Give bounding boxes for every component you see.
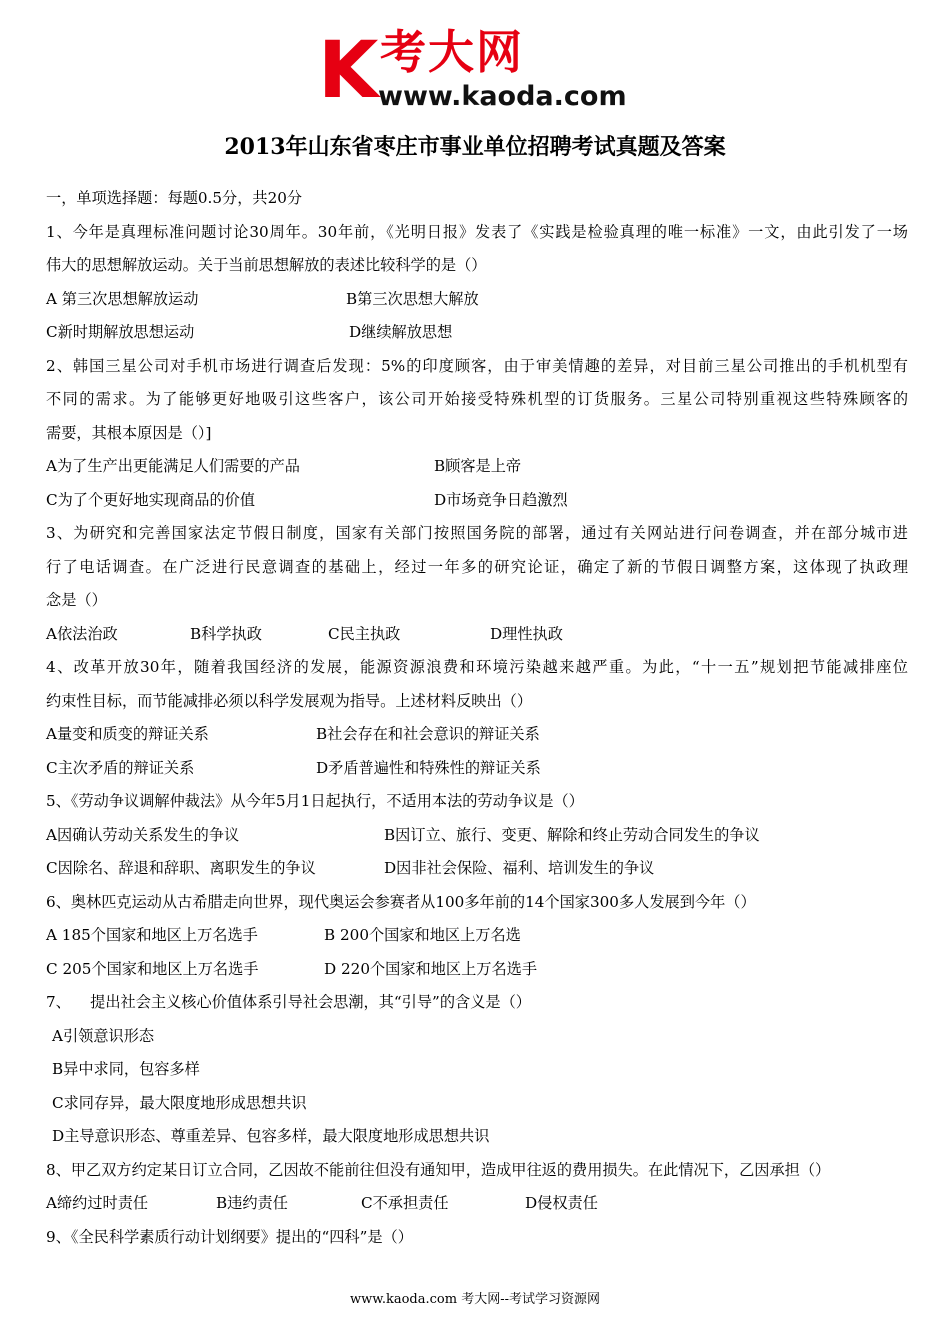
q7-option-a: A引领意识形态 <box>52 1026 155 1045</box>
q2-line-3: 需要，其根本原因是（）] <box>46 423 212 442</box>
q8-option-c: C不承担责任 <box>361 1194 449 1212</box>
q5-options-row-1 <box>46 819 908 853</box>
q6-option-c: C 205个国家和地区上万名选手 <box>46 959 259 978</box>
q6-line-1: 6、奥林匹克运动从古希腊走向世界，现代奥运会参赛者从100多年前的14个国家300多人发展到今年（） <box>46 892 756 911</box>
q2-option-a: A为了生产出更能满足人们需要的产品 <box>46 457 300 475</box>
q5-option-a: A因确认劳动关系发生的争议 <box>46 825 240 844</box>
logo-k-mark: K <box>318 26 375 116</box>
q2-option-d: D市场竞争日趋激烈 <box>434 490 568 509</box>
q3-line-3: 念是（） <box>46 591 107 609</box>
q2-option-b: B顾客是上帝 <box>434 457 522 475</box>
q5-option-c: C因除名、辞退和辞职、离职发生的争议 <box>46 859 316 877</box>
q5-line-1: 5、《劳动争议调解仲裁法》从今年5月1日起执行，不适用本法的劳动争议是（） <box>46 792 584 810</box>
q1-option-a: A 第三次思想解放运动 <box>46 289 199 308</box>
q4-option-b: B社会存在和社会意识的辩证关系 <box>316 725 540 743</box>
q4-options-row-1 <box>46 718 908 752</box>
q6-option-b: B 200个国家和地区上万名选 <box>324 926 521 944</box>
q7-option-d: D主导意识形态、尊重差异、包容多样，最大限度地形成思想共识 <box>52 1127 490 1145</box>
q8-line-1: 8、甲乙双方约定某日订立合同，乙因故不能前往但没有通知甲，造成甲往返的费用损失。在此情况下，乙因承担（） <box>46 1160 831 1179</box>
q4-line-2: 约束性目标，而节能减排必须以科学发展观为指导。上述材料反映出（） <box>46 691 532 710</box>
document-body <box>46 182 908 1254</box>
q5-option-b: B因订立、旅行、变更、解除和终止劳动合同发生的争议 <box>384 825 760 844</box>
q7-option-c: C求同存异，最大限度地形成思想共识 <box>52 1093 307 1112</box>
q3-line-2: 行了电话调查。在广泛进行民意调查的基础上，经过一年多的研究论证，确定了新的节假日调整方案，这体现了执政理 <box>46 557 908 576</box>
q6-options-row-1 <box>46 919 908 953</box>
q2-option-c: C为了个更好地实现商品的价值 <box>46 490 256 509</box>
q1-line-2: 伟大的思想解放运动。关于当前思想解放的表述比较科学的是（） <box>46 256 487 274</box>
q3-option-b: B科学执政 <box>190 624 262 643</box>
q6-options-row-2 <box>46 953 908 987</box>
q7-line-1: 7、 提出社会主义核心价值体系引导社会思潮，其“引导”的含义是（） <box>46 993 531 1011</box>
q3-option-a: A依法治政 <box>46 624 118 643</box>
page-title: 2013年山东省枣庄市事业单位招聘考试真题及答案 <box>224 134 726 160</box>
q3-options-row <box>46 618 908 652</box>
q4-option-c: C主次矛盾的辩证关系 <box>46 758 195 777</box>
q1-option-b: B第三次思想大解放 <box>346 289 479 308</box>
q1-option-c: C新时期解放思想运动 <box>46 323 195 341</box>
q4-options-row-2 <box>46 752 908 786</box>
q6-option-a: A 185个国家和地区上万名选手 <box>46 926 258 944</box>
q4-line-1: 4、改革开放30年，随着我国经济的发展，能源资源浪费和环境污染越来越严重。为此，“十一五”规划把节能减排座位 <box>46 658 908 676</box>
page-footer: www.kaoda.com 考大网--考试学习资源网 <box>350 1292 600 1307</box>
q2-options-row-1 <box>46 450 908 484</box>
logo-url: www.kaoda.com <box>378 81 627 112</box>
q7-option-b: B异中求同，包容多样 <box>52 1060 200 1078</box>
q8-option-b: B违约责任 <box>216 1194 288 1212</box>
q8-option-a: A缔约过时责任 <box>46 1194 149 1212</box>
q1-line-1: 1、今年是真理标准问题讨论30周年。30年前，《光明日报》发表了《实践是检验真理的唯一标准》一文，由此引发了一场 <box>46 222 908 241</box>
q2-line-1: 2、韩国三星公司对手机市场进行调查后发现：5%的印度顾客，由于审美情趣的差异，对目前三星公司推出的手机机型有 <box>46 356 908 375</box>
q4-option-a: A量变和质变的辩证关系 <box>46 725 209 743</box>
q3-option-d: D理性执政 <box>490 624 563 643</box>
q3-line-1: 3、为研究和完善国家法定节假日制度，国家有关部门按照国务院的部署，通过有关网站进行问卷调查，并在部分城市进 <box>46 524 908 542</box>
q5-option-d: D因非社会保险、福利、培训发生的争议 <box>384 859 655 877</box>
q3-option-c: C民主执政 <box>328 624 401 643</box>
q8-option-d: D侵权责任 <box>525 1194 598 1212</box>
q5-options-row-2 <box>46 852 908 886</box>
q1-option-d: D继续解放思想 <box>349 323 453 341</box>
q2-options-row-2 <box>46 484 908 518</box>
q2-line-2: 不同的需求。为了能够更好地吸引这些客户，该公司开始接受特殊机型的订货服务。三星公司特别重视这些特殊顾客的 <box>46 390 908 408</box>
q4-option-d: D矛盾普遍性和特殊性的辩证关系 <box>316 758 541 777</box>
q9-line-1: 9、《全民科学素质行动计划纲要》提出的“四科”是（） <box>46 1227 413 1246</box>
q1-options-row-1 <box>46 283 908 317</box>
q1-options-row-2 <box>46 316 908 350</box>
kaoda-logo <box>318 26 648 116</box>
q6-option-d: D 220个国家和地区上万名选手 <box>324 959 538 978</box>
q8-options-row <box>46 1187 908 1221</box>
section-heading: 一，单项选择题：每题0.5分，共20分 <box>46 189 303 207</box>
logo-chinese-name: 考大网 <box>380 25 524 79</box>
